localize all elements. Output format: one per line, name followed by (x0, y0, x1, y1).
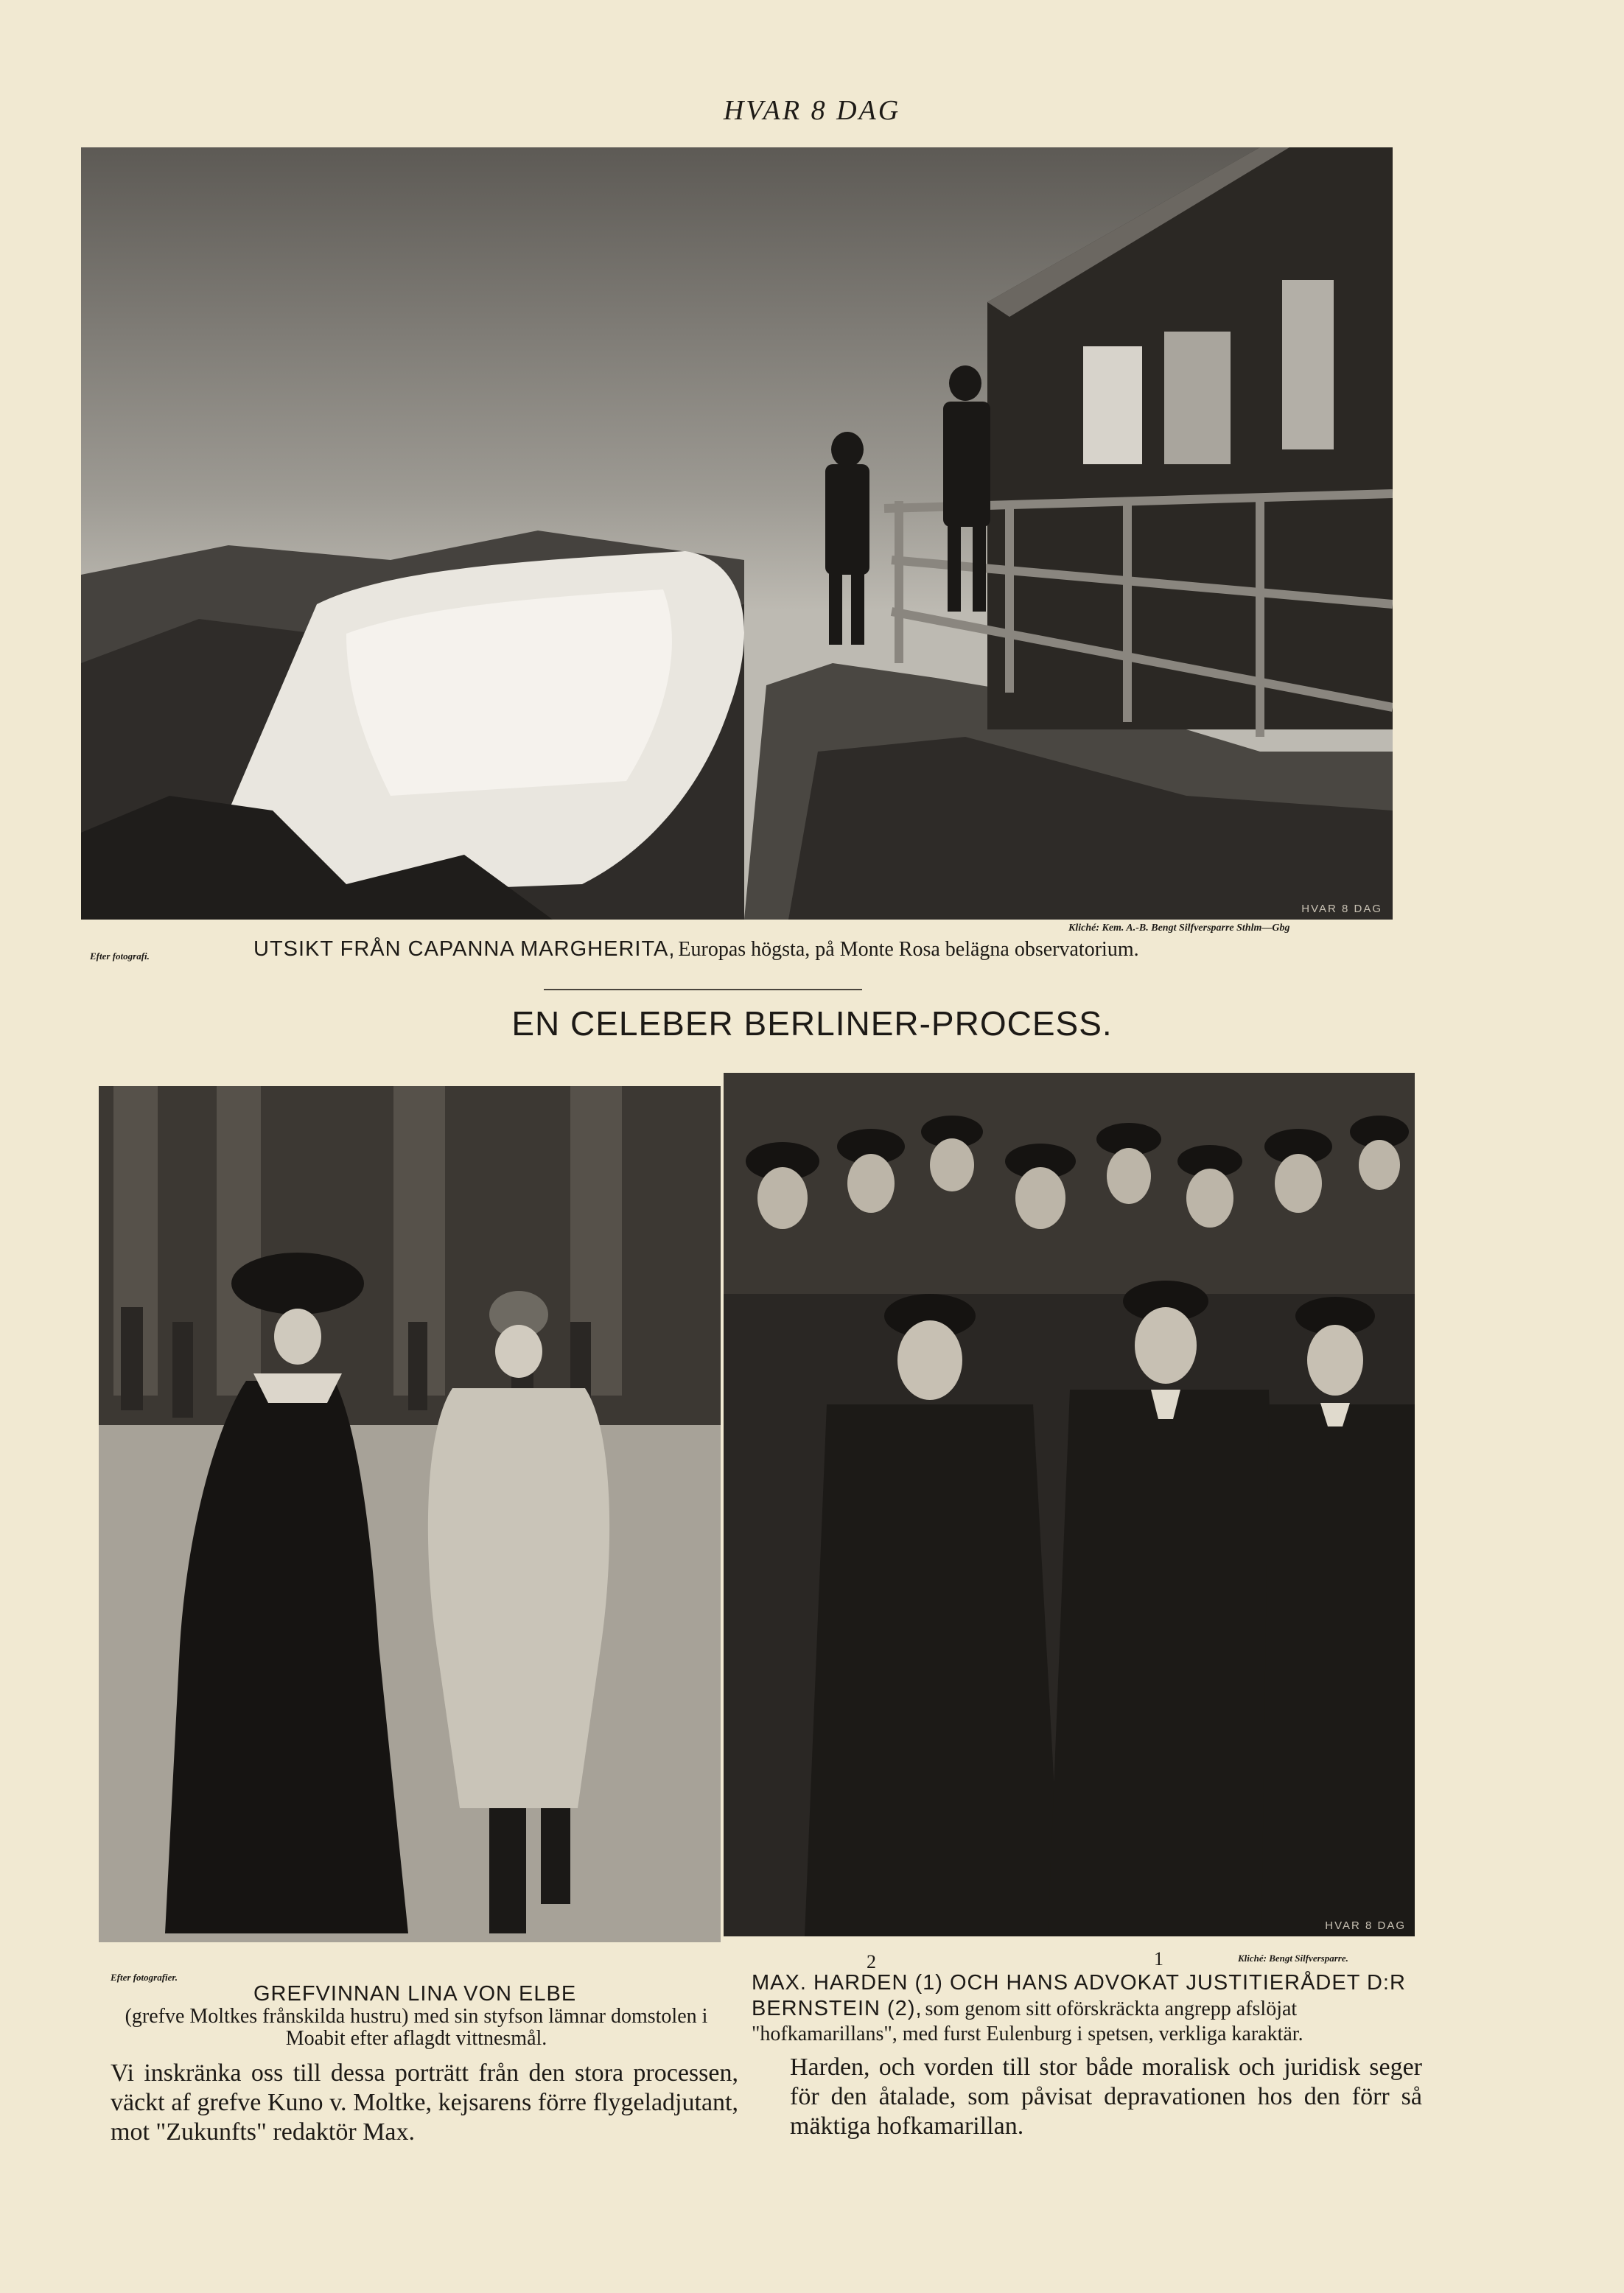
photo-credit-left: Efter fotografier. (111, 1972, 178, 1983)
section-divider (544, 989, 862, 990)
number-2: 2 (867, 1951, 876, 1972)
photo-watermark: HVAR 8 DAG (1301, 903, 1382, 915)
photo-credit-left: Efter fotografi. (90, 951, 150, 962)
page-header: HVAR 8 DAG (723, 95, 901, 126)
grefvinnan-photo (99, 1086, 721, 1942)
body-text-left: Vi inskränka oss till dessa porträtt från den stora processen, väckt af grefve Kuno v. Moltke, kejsarens förre flygeladjutant, mot "Zukunfts" redaktör Max. (111, 2059, 738, 2146)
left-caption-title: GREFVINNAN LINA VON ELBE (253, 1982, 577, 2006)
right-caption-title: MAX. HARDEN (1) OCH HANS ADVOKAT JUSTITIERÅDET D:R BERNSTEIN (2), (752, 1971, 1406, 2020)
body-text-right: Harden, och vorden till stor både moralisk och juridisk seger för den åtalade, som påvisat depravationen hos den förr så mäktiga hofkamarillan. (790, 2054, 1422, 2140)
top-photo-caption (253, 937, 1139, 962)
harden-bernstein-photo (724, 1073, 1415, 1936)
right-photo-caption (752, 1972, 1415, 2048)
cliche-credit: Kliché: Bengt Silfversparre. (1238, 1953, 1348, 1964)
caption-title: UTSIKT FRÅN CAPANNA MARGHERITA, (253, 937, 676, 961)
caption-description: Europas högsta, på Monte Rosa belägna observatorium. (678, 938, 1139, 961)
number-1: 1 (1154, 1948, 1163, 1970)
cliche-credit: Kliché: Kem. A.-B. Bengt Silfversparre Sthlm—Gbg (1068, 923, 1290, 934)
photo-watermark: HVAR 8 DAG (1325, 1919, 1406, 1932)
right-caption-description: som genom sitt oförskräckta angrepp afslöjat "hofkamarillans", med furst Eulenburg i spetsen, verkliga karaktär. (752, 1998, 1303, 2045)
capanna-margherita-photo (81, 147, 1393, 920)
section-title: EN CELEBER BERLINER-PROCESS. (511, 1004, 1113, 1043)
left-caption-description: (grefve Moltkes frånskilda hustru) med sin styfson lämnar domstolen i Moabit efter aflagdt vittnesmål. (125, 2005, 708, 2050)
